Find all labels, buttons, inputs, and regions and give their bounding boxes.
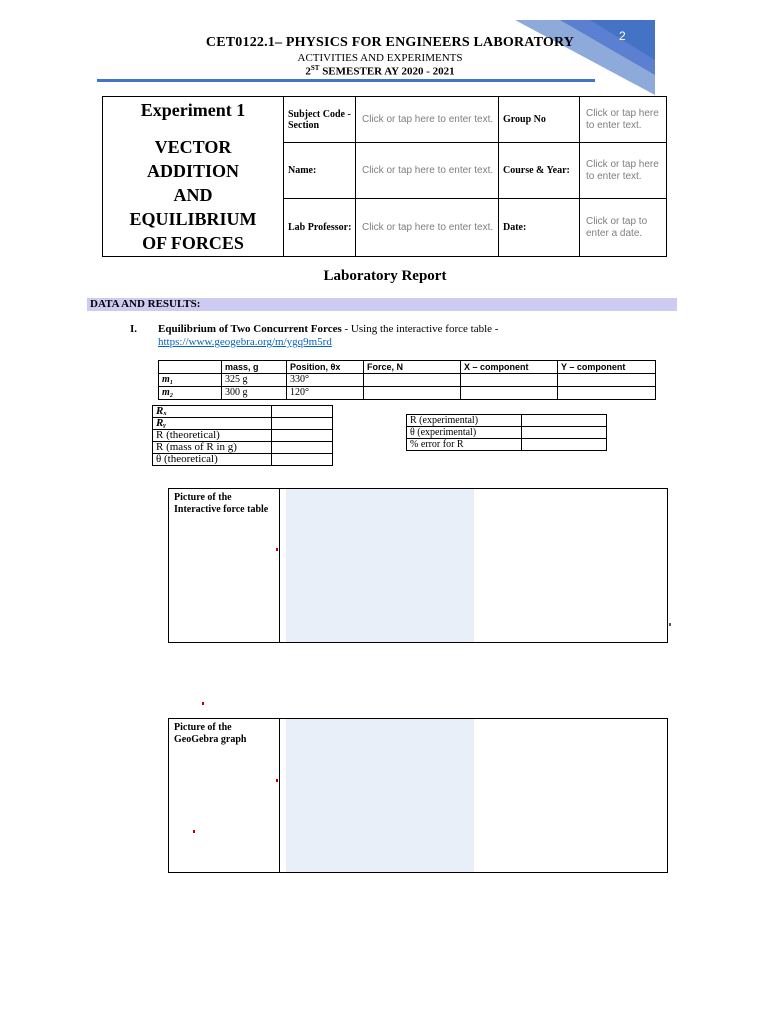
subject-code-field[interactable]: Click or tap here to enter text.	[356, 97, 499, 143]
table-row	[153, 418, 333, 430]
stray-mark	[669, 623, 671, 626]
experiment-title-line: AND	[173, 185, 213, 205]
table-row	[159, 387, 656, 400]
mass-value: 325 g	[222, 374, 287, 387]
row-label: m₂	[159, 387, 222, 400]
table-header: Y – component	[558, 361, 656, 374]
table-row	[153, 442, 333, 454]
experiment-title-line: ADDITION	[146, 161, 239, 181]
name-label: Name:	[284, 143, 356, 199]
image-placeholder[interactable]	[286, 719, 474, 872]
mass-value: 300 g	[222, 387, 287, 400]
table-header: Force, N	[364, 361, 461, 374]
stray-mark	[276, 548, 278, 551]
box-divider	[279, 489, 280, 642]
group-no-field[interactable]: Click or tap here to enter text.	[580, 97, 667, 143]
picture-caption: Picture of the Interactive force table	[174, 492, 269, 515]
geogebra-picture-box	[168, 718, 668, 873]
value-cell[interactable]	[272, 454, 333, 466]
lab-professor-label: Lab Professor:	[284, 199, 356, 257]
group-no-label: Group No	[499, 97, 580, 143]
image-placeholder[interactable]	[286, 489, 474, 642]
experiment-title	[104, 135, 282, 255]
row-label: θ (experimental)	[407, 427, 522, 439]
row-label: m₁	[159, 374, 222, 387]
picture-caption: Picture of the GeoGebra graph	[174, 722, 247, 745]
table-row	[153, 406, 333, 418]
experiment-title-line: OF FORCES	[142, 233, 244, 253]
row-label: θ (theoretical)	[153, 454, 272, 466]
semester-text: SEMESTER AY 2020 - 2021	[319, 65, 455, 78]
table-header: X – component	[461, 361, 558, 374]
table-header	[159, 361, 222, 374]
header-subtitle: ACTIVITIES AND EXPERIMENTS	[297, 52, 463, 64]
part-number: I.	[130, 323, 138, 335]
table-row	[407, 415, 607, 427]
page-number: 2	[619, 29, 626, 43]
value-cell[interactable]	[272, 418, 333, 430]
force-cell[interactable]	[364, 374, 461, 387]
box-divider	[279, 719, 280, 872]
table-row	[159, 374, 656, 387]
force-table	[158, 360, 656, 400]
geogebra-link[interactable]: https://www.geogebra.org/m/ygq9m5rd	[158, 336, 332, 348]
experiment-title-cell	[103, 97, 284, 257]
experiment-info-table	[102, 96, 667, 257]
report-title: Laboratory Report	[323, 268, 447, 284]
force-cell[interactable]	[364, 387, 461, 400]
position-value: 120°	[287, 387, 364, 400]
row-label: R (experimental)	[407, 415, 522, 427]
experiment-title-line: EQUILIBRIUM	[129, 209, 257, 229]
row-label: Rᵧ	[153, 418, 272, 430]
table-row	[407, 427, 607, 439]
experimental-table	[406, 414, 607, 451]
part-detail: - Using the interactive force table -	[341, 323, 499, 335]
stray-mark	[202, 702, 204, 705]
value-cell[interactable]	[522, 439, 607, 451]
semester-line	[120, 64, 640, 78]
force-table-picture-box	[168, 488, 668, 643]
position-value: 330°	[287, 374, 364, 387]
experiment-number: Experiment 1	[140, 100, 246, 120]
part-title: Equilibrium of Two Concurrent Forces	[158, 323, 342, 335]
value-cell[interactable]	[522, 427, 607, 439]
value-cell[interactable]	[272, 406, 333, 418]
stray-mark	[276, 779, 278, 782]
course-title: CET0122.1– PHYSICS FOR ENGINEERS LABORATORY	[205, 35, 575, 50]
semester-number: 2	[305, 65, 311, 78]
course-year-label: Course & Year:	[499, 143, 580, 199]
row-label: % error for R	[407, 439, 522, 451]
experiment-title-line: VECTOR	[154, 137, 232, 157]
row-label: Rₓ	[153, 406, 272, 418]
semester-suffix: ST	[310, 64, 320, 72]
row-label: R (mass of R in g)	[153, 442, 272, 454]
x-component-cell[interactable]	[461, 387, 558, 400]
date-label: Date:	[499, 199, 580, 257]
value-cell[interactable]	[272, 442, 333, 454]
course-year-field[interactable]: Click or tap here to enter text.	[580, 143, 667, 199]
section-heading: DATA AND RESULTS:	[90, 298, 201, 310]
date-field[interactable]: Click or tap to enter a date.	[580, 199, 667, 257]
table-header: mass, g	[222, 361, 287, 374]
part-description	[158, 323, 498, 335]
y-component-cell[interactable]	[558, 374, 656, 387]
value-cell[interactable]	[522, 415, 607, 427]
resultant-components-table	[152, 405, 333, 466]
header-rule	[97, 79, 595, 82]
y-component-cell[interactable]	[558, 387, 656, 400]
row-label: R (theoretical)	[153, 430, 272, 442]
x-component-cell[interactable]	[461, 374, 558, 387]
table-row	[153, 430, 333, 442]
table-header: Position, θx	[287, 361, 364, 374]
stray-mark	[193, 830, 195, 833]
table-row	[153, 454, 333, 466]
name-field[interactable]: Click or tap here to enter text.	[356, 143, 499, 199]
subject-code-label: Subject Code - Section	[284, 97, 356, 143]
lab-professor-field[interactable]: Click or tap here to enter text.	[356, 199, 499, 257]
table-row	[407, 439, 607, 451]
value-cell[interactable]	[272, 430, 333, 442]
table-row	[159, 361, 656, 374]
